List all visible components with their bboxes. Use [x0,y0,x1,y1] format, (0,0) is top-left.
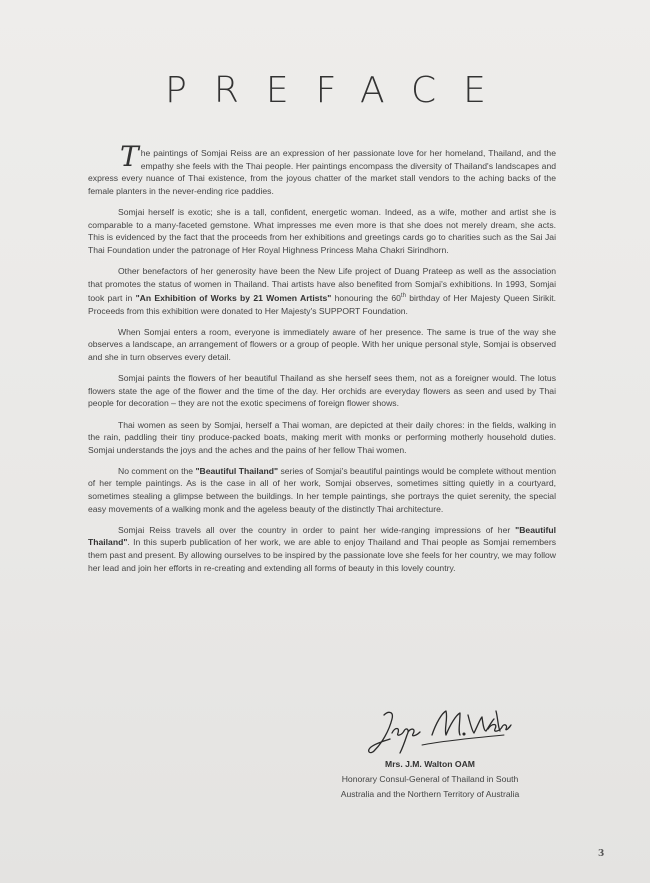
signer-role-line-2: Australia and the Northern Territory of Australia [340,789,520,799]
paragraph-2: Somjai herself is exotic; she is a tall, confident, energetic woman. Indeed, as a wife, mother and artist she is comparable to a many-faceted gemstone. What impresses me even more is that she does not merely dream, she acts. This is evidenced by the fact that the proceeds from her exhibitions and greetings cards go to charities such as the Sai Jai Thai Foundation under the patronage of Her Royal Highness Princess Maha Chakri Sirindhorn. [88,206,556,255]
paragraph-3: Other benefactors of her generosity have been the New Life project of Duang Prateep as well as the association that promotes the status of women in Thailand. Thai artists have also benefited from Somjai's exhibitions. In 1993, Somjai took part in "An Exhibition of Works by 21 Women Artists" honouring the 60th birthday of Her Majesty Queen Sirikit. Proceeds from this exhibition were donated to Her Majesty's SUPPORT Foundation. [88,265,557,316]
page-number: 3 [598,849,605,859]
paragraph-7: No comment on the "Beautiful Thailand" series of Somjai's beautiful paintings would be complete without mention of her temple paintings. As is the case in all of her work, Somjai observes, sometimes sitting quietly in a courtyard, sometimes stealing a glimpse between the buildings. In her temple paintings, she portrays the quiet serenity, the special easy movements of a walking monk and the ageless beauty of the distinctly Thai architecture. [88,465,557,514]
series-title: "Beautiful Thailand" [195,465,279,476]
paragraph-1: The paintings of Somjai Reiss are an expression of her passionate love for her homeland, Thailand, and the empathy she feels with the Thai people. Her paintings encompass the diversity of Thailand's landscapes and express every nuance of Thai existence, from the joyous chatter of the market stall vendors to the aching backs of the female planters in the never-ending rice paddies. [88,140,556,196]
signer-role-line-1: Honorary Consul-General of Thailand in South [341,774,519,784]
preface-body [88,140,557,583]
paragraph-6: Thai women as seen by Somjai, herself a Thai woman, are depicted at their daily chores: in the fields, walking in the rain, paddling their tiny produce-packed boats, making merit with monks or performing motherly household duties. Somjai understands the joys and the aches and the pains of her fellow Thai women. [88,419,556,455]
paragraph-4: When Somjai enters a room, everyone is immediately aware of her presence. The same is true of the way she observes a landscape, an arrangement of flowers or a group of people. With her unique personal style, Somjai is observed and she in turn observes every detail. [88,326,556,362]
signer-block [330,757,530,802]
series-title: "Beautiful Thailand" [88,524,556,548]
signer-name: Mrs. J.M. Walton OAM [385,759,475,769]
exhibition-title: "An Exhibition of Works by 21 Women Artists" [135,292,332,303]
page-title: PREFACE [165,70,513,111]
paragraph-8: Somjai Reiss travels all over the country in order to paint her wide-ranging impressions of her "Beautiful Thailand". In this superb publication of her work, we are able to enjoy Thailand and Thai people as Somjai remembers them past and present. By allowing ourselves to be inspired by the passionate love she feels for her country, we may follow her lead and join her efforts in re-creating and extending all forms of beauty in this lovely country. [88,524,556,573]
drop-cap: T [120,140,139,173]
handwritten-signature [362,705,512,757]
paragraph-5: Somjai paints the flowers of her beautiful Thailand as she herself sees them, not as a foreigner would. The lotus flowers state the age of the flower and the time of the day. Her orchids are everyday flowers as seen and used by Thai people for decoration – they are not the exotic specimens of foreign flower shows. [88,373,556,409]
